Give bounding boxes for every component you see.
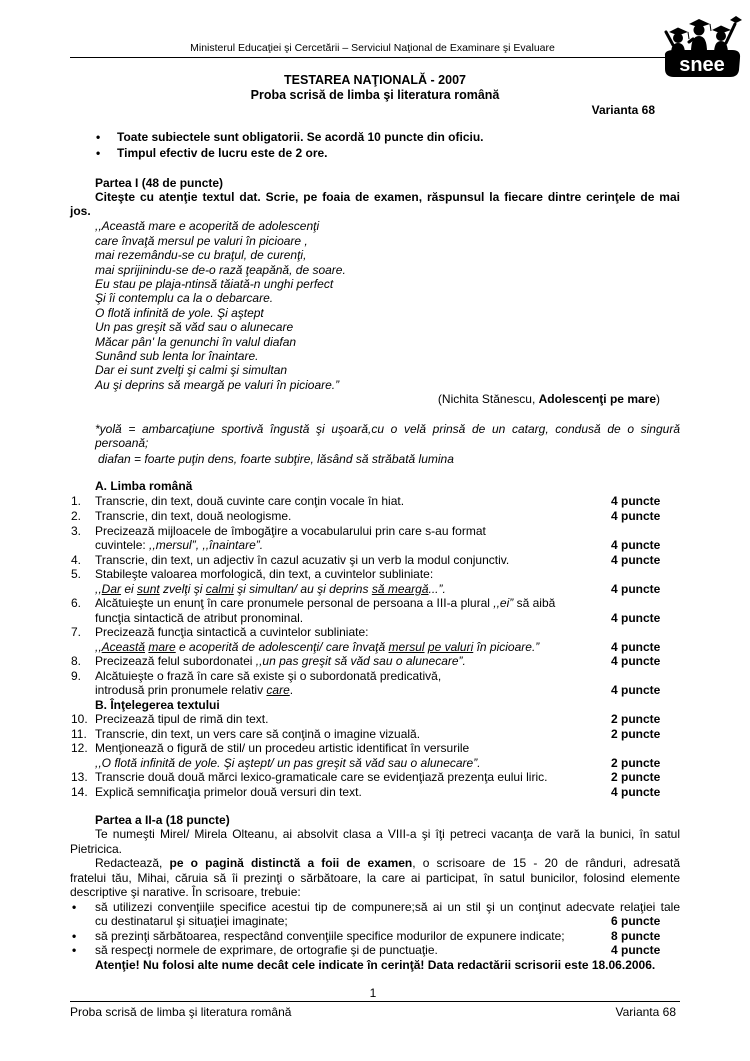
question-points: 2 puncte <box>611 756 661 770</box>
section-b-heading: B. Înţelegerea textului <box>95 698 220 712</box>
question-text-line <box>95 654 466 668</box>
question-number: 14. <box>71 785 88 799</box>
poem-line: care învaţă mersul pe valuri în picioare , <box>95 234 308 248</box>
question-number: 3. <box>71 524 82 538</box>
page-number: 1 <box>369 986 377 1000</box>
underlined-word: să meargă <box>371 582 429 596</box>
source-title: Adolescenţi pe mare <box>538 392 656 406</box>
question-number: 10. <box>71 712 88 726</box>
question-text: cuvintele: <box>95 538 150 552</box>
poem-line: Măcar pân' la genunchi în valul diafan <box>95 335 297 349</box>
question-quote <box>95 582 446 596</box>
logo-text: snee <box>679 54 725 76</box>
poem-line: mai rezemându-se cu braţul, de curenţi, <box>95 248 307 262</box>
question-text: Stabileşte valoarea morfologică, din text, a cuvintelor subliniate: <box>95 567 434 581</box>
variant-label: Varianta 68 <box>591 103 655 117</box>
question-points: 4 puncte <box>611 654 661 668</box>
quote-segment: zvelţi şi <box>159 582 206 596</box>
question-points: 2 puncte <box>611 727 661 741</box>
part2-task <box>95 856 680 870</box>
poem-line: Şi îi contemplu ca la o debarcare. <box>95 291 274 305</box>
underlined-word: Această <box>101 640 146 654</box>
source-author: (Nichita Stănescu, <box>437 392 539 406</box>
question-quote: ,,un pas greşit să văd sau o alunecare”. <box>255 654 466 668</box>
question-text: Transcrie, din text, două neologisme. <box>95 509 292 523</box>
quote-segment: ...”. <box>428 582 446 596</box>
task-text: Redactează, <box>95 856 170 870</box>
footer-variant: Varianta 68 <box>615 1005 676 1019</box>
underlined-word: pe valuri <box>427 640 474 654</box>
exam-title: TESTAREA NAŢIONALĂ - 2007 <box>284 73 466 87</box>
question-number: 13. <box>71 770 88 784</box>
question-text: Alcătuieşte un enunţ în care pronumele personal de persoana a III-a plural <box>95 596 494 610</box>
quote-segment: ,, <box>95 582 102 596</box>
question-text-continued <box>95 538 263 552</box>
bullet-icon <box>72 900 76 914</box>
rule-text: Toate subiectele sunt obligatorii. Se acordă 10 puncte din oficiu. <box>117 130 484 144</box>
criterion-points: 6 puncte <box>611 914 661 928</box>
bullet-icon <box>96 146 100 160</box>
question-number: 1. <box>71 494 82 508</box>
rule-text: Timpul efectiv de lucru este de 2 ore. <box>117 146 328 160</box>
question-quote: ,,O flotă infinită de yole. Şi aştept/ un pas greşit să văd sau o alunecare”. <box>95 756 481 770</box>
poem-line: Un pas greşit să văd sau o alunecare <box>95 320 294 334</box>
criterion-text: să utilizezi convenţiile specifice acestui tip de compunere;să ai un stil şi un conţinut adecvate relaţiei tale <box>95 900 680 914</box>
glossary-line: *yolă = ambarcaţiune sportivă îngustă şi uşoară,cu o velă prinsă de un catarg, condusă de o singură <box>95 422 680 436</box>
poem-line: Sunând sub lenta lor înaintare. <box>95 349 259 363</box>
criterion-text-continued: cu destinatarul şi situaţiei imaginate; <box>95 914 288 928</box>
glossary-line: persoană; <box>95 436 149 450</box>
question-points: 4 puncte <box>611 509 661 523</box>
glossary-line: diafan = foarte puţin dens, foarte subţire, lăsând să străbată lumina <box>98 452 454 466</box>
question-text-line <box>95 596 555 610</box>
question-text: Explică semnificaţia primelor două versuri din text. <box>95 785 362 799</box>
question-quote: ,,mersul”, ,,înaintare”. <box>149 538 264 552</box>
question-number: 8. <box>71 654 82 668</box>
question-points: 2 puncte <box>611 770 661 784</box>
section-a-heading: A. Limba română <box>95 479 193 493</box>
criterion-text: să respecţi normele de exprimare, de ortografie şi de punctuaţie. <box>95 943 438 957</box>
quote-segment: ,, <box>95 640 102 654</box>
question-text: Transcrie două două mărci lexico-gramaticale care se evidenţiază prezenţa eului liric. <box>95 770 548 784</box>
task-emphasis: pe o pagină distinctă a foii de examen <box>169 856 413 870</box>
part2-context: Te numeşti Mirel/ Mirela Olteanu, ai absolvit clasa a VIII-a şi îţi petreci vacanţa de vară la bunici, în satul <box>95 827 680 841</box>
question-points: 4 puncte <box>611 553 661 567</box>
criterion-points: 8 puncte <box>611 929 661 943</box>
question-points: 4 puncte <box>611 611 661 625</box>
question-points: 4 puncte <box>611 494 661 508</box>
question-number: 12. <box>71 741 88 755</box>
poem-line: ,,Această mare e acoperită de adolescenţi <box>95 219 320 233</box>
poem-line: Dar ei sunt zvelţi şi calmi şi simultan <box>95 363 288 377</box>
quote-segment: şi simultan/ au şi deprins <box>233 582 372 596</box>
question-text: Alcătuieşte o frază în care să existe şi o subordonată predicativă, <box>95 669 442 683</box>
bullet-icon <box>72 943 76 957</box>
header-divider <box>70 57 668 58</box>
criterion-points: 4 puncte <box>611 943 661 957</box>
underlined-word: mersul <box>388 640 425 654</box>
quote-segment: în picioare.” <box>473 640 540 654</box>
underlined-word: mare <box>148 640 176 654</box>
question-text: Precizează funcţia sintactică a cuvintelor subliniate: <box>95 625 369 639</box>
warning-text: Atenţie! Nu folosi alte nume decât cele indicate în cerinţă! Data redactării scrisorii este 18.06.2006. <box>95 958 656 972</box>
question-text: Transcrie, din text, un adjectiv în cazul acuzativ şi un verb la modul conjunctiv. <box>95 553 510 567</box>
question-text: Transcrie, din text, un vers care să conţină o imagine vizuală. <box>95 727 421 741</box>
question-points: 4 puncte <box>611 538 661 552</box>
question-text: . <box>289 683 294 697</box>
question-quote: ,,ei” <box>493 596 514 610</box>
snee-logo <box>662 12 742 78</box>
part2-task-line: fratelui tău, Mihai, căruia să îi prezinţi o sărbătoare, la care ai participat, în satul bunicilor, folosind elemente <box>70 871 680 885</box>
question-text-continued: funcţia sintactică de atribut pronominal. <box>95 611 304 625</box>
bullet-icon <box>96 130 100 144</box>
part2-context-end: Pietricica. <box>70 842 123 856</box>
underlined-word: sunt <box>137 582 160 596</box>
bullet-icon <box>72 929 76 943</box>
question-number: 6. <box>71 596 82 610</box>
question-quote <box>95 640 539 654</box>
underlined-word: care <box>266 683 290 697</box>
underlined-word: calmi <box>205 582 234 596</box>
question-text: Menţionează o figură de stil/ un procedeu artistic identificat în versurile <box>95 741 470 755</box>
question-number: 2. <box>71 509 82 523</box>
ministry-header: Ministerul Educaţiei şi Cercetării – Serviciul Naţional de Examinare şi Evaluare <box>190 42 555 54</box>
part2-heading: Partea a II-a (18 puncte) <box>95 813 230 827</box>
criterion-text: să prezinţi sărbătoarea, respectând convenţiile specifice modurilor de expunere indicate; <box>95 929 565 943</box>
poem-line: Au şi deprins să meargă pe valuri în picioare.” <box>95 378 340 392</box>
quote-segment: e acoperită de adolescenţi/ care învaţă <box>175 640 389 654</box>
question-number: 4. <box>71 553 82 567</box>
part1-instruction: Citeşte cu atenţie textul dat. Scrie, pe foaia de examen, răspunsul la fiecare dintre cerinţele de mai <box>95 190 680 204</box>
question-number: 11. <box>71 727 87 741</box>
question-points: 4 puncte <box>611 582 661 596</box>
question-text: să aibă <box>513 596 556 610</box>
source-close: ) <box>656 392 660 406</box>
question-points: 2 puncte <box>611 712 661 726</box>
poem-line: O flotă infinită de yole. Şi aştept <box>95 306 264 320</box>
question-text: Precizează mijloacele de îmbogăţire a vocabularului prin care s-au format <box>95 524 486 538</box>
footer-subject: Proba scrisă de limba şi literatura română <box>70 1005 292 1019</box>
question-text: Precizează tipul de rimă din text. <box>95 712 269 726</box>
question-number: 5. <box>71 567 82 581</box>
question-text: Precizează felul subordonatei <box>95 654 256 668</box>
question-text: Transcrie, din text, două cuvinte care conţin vocale în hiat. <box>95 494 405 508</box>
poem-line: mai sprijinindu-se de-o rază ţeapănă, de soare. <box>95 263 346 277</box>
question-text-continued <box>95 683 293 697</box>
part1-heading: Partea I (48 de puncte) <box>95 176 224 190</box>
part2-task-line: descriptive şi narative. În scrisoare, trebuie: <box>70 885 301 899</box>
underlined-word: Dar <box>101 582 122 596</box>
question-number: 7. <box>71 625 82 639</box>
question-points: 4 puncte <box>611 640 661 654</box>
task-text: , o scrisoare de 15 - 20 de rânduri, adresată <box>412 856 680 870</box>
part1-instruction-end: jos. <box>70 204 91 218</box>
question-points: 4 puncte <box>611 785 661 799</box>
question-text: introdusă prin pronumele relativ <box>95 683 267 697</box>
quote-segment: ei <box>121 582 138 596</box>
footer-divider <box>70 1001 680 1002</box>
poem-line: Eu stau pe plaja-ntinsă tăiată-n unghi perfect <box>95 277 334 291</box>
poem-source <box>438 392 660 406</box>
question-number: 9. <box>71 669 82 683</box>
exam-subject: Proba scrisă de limba şi literatura română <box>250 88 500 102</box>
question-points: 4 puncte <box>611 683 661 697</box>
